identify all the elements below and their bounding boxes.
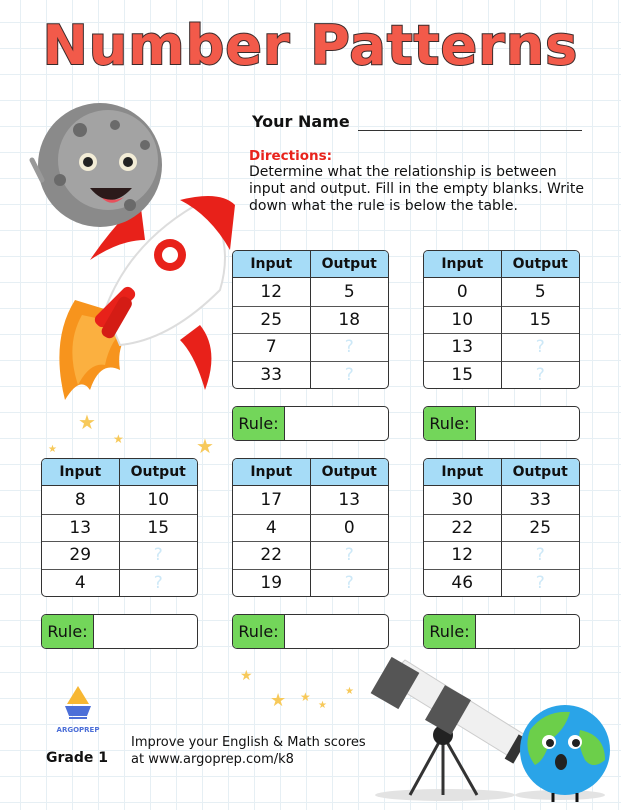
input-header: Input (424, 251, 502, 278)
output-cell: 5 (534, 281, 546, 302)
table-row (233, 361, 388, 389)
output-cell: 10 (147, 489, 170, 510)
telescope-earth-illustration (365, 650, 615, 810)
argoprep-logo (56, 686, 100, 734)
input-cell: 29 (42, 541, 120, 569)
output-header: Output (120, 459, 198, 486)
output-header: Output (502, 459, 580, 486)
output-header: Output (311, 459, 389, 486)
blank-output-cell[interactable]: ? (311, 541, 389, 569)
rule-input[interactable] (476, 407, 579, 440)
star-icon: ★ (196, 434, 214, 458)
blank-output-cell[interactable]: ? (120, 541, 198, 569)
star-icon: ★ (113, 432, 124, 446)
output-cell: 33 (529, 489, 552, 510)
name-input-line[interactable] (358, 113, 582, 131)
input-cell: 15 (424, 361, 502, 389)
rule-label: Rule: (424, 407, 476, 440)
rule-box (41, 614, 198, 649)
output-cell: 18 (311, 306, 389, 334)
io-table-block-5 (423, 458, 580, 649)
input-output-table (232, 458, 389, 597)
input-cell: 8 (42, 486, 120, 514)
io-table-block-1 (232, 250, 389, 441)
table-row (233, 486, 388, 514)
io-table-block-4 (232, 458, 389, 649)
blank-output-cell[interactable]: ? (502, 541, 580, 569)
rule-box (423, 614, 580, 649)
input-cell: 22 (424, 514, 502, 542)
input-cell: 12 (233, 278, 311, 306)
table-row (424, 361, 579, 389)
promo-line-2[interactable]: at www.argoprep.com/k8 (131, 752, 294, 767)
logo-text: ARGOPREP (56, 726, 100, 734)
input-cell: 4 (42, 569, 120, 597)
output-cell: 5 (343, 281, 355, 302)
input-output-table (232, 250, 389, 389)
rule-box (232, 614, 389, 649)
table-row (424, 333, 579, 361)
table-row (233, 514, 388, 542)
promo-text (131, 734, 366, 768)
rule-input[interactable] (94, 615, 197, 648)
rule-input[interactable] (476, 615, 579, 648)
input-cell: 33 (233, 361, 311, 389)
rule-input[interactable] (285, 407, 388, 440)
output-cell: 15 (502, 306, 580, 334)
input-output-table (41, 458, 198, 597)
star-icon: ★ (318, 700, 327, 711)
star-icon: ★ (78, 410, 96, 434)
table-row (424, 278, 579, 306)
table-row (42, 486, 197, 514)
input-header: Input (42, 459, 120, 486)
directions-label: Directions: (249, 148, 333, 164)
output-cell: 13 (338, 489, 361, 510)
input-header: Input (233, 251, 311, 278)
table-row (233, 333, 388, 361)
input-cell: 30 (424, 486, 502, 514)
star-icon: ★ (48, 444, 57, 455)
output-cell: 15 (120, 514, 198, 542)
input-cell: 12 (424, 541, 502, 569)
input-output-table (423, 458, 580, 597)
rule-box (423, 406, 580, 441)
rule-label: Rule: (233, 615, 285, 648)
table-row (424, 306, 579, 334)
name-label: Your Name (252, 112, 350, 131)
input-cell: 7 (233, 333, 311, 361)
blank-output-cell[interactable]: ? (311, 333, 389, 361)
table-row (233, 306, 388, 334)
table-row (233, 278, 388, 306)
star-icon: ★ (300, 690, 311, 704)
input-cell: 17 (233, 486, 311, 514)
blank-output-cell[interactable]: ? (502, 569, 580, 597)
table-row (42, 514, 197, 542)
directions (249, 148, 594, 215)
blank-output-cell[interactable]: ? (311, 361, 389, 389)
rule-box (232, 406, 389, 441)
table-row (424, 514, 579, 542)
table-row (233, 541, 388, 569)
input-header: Input (424, 459, 502, 486)
input-cell: 46 (424, 569, 502, 597)
input-cell: 4 (233, 514, 311, 542)
input-cell: 13 (42, 514, 120, 542)
blank-output-cell[interactable]: ? (502, 333, 580, 361)
io-table-block-2 (423, 250, 580, 441)
input-cell: 13 (424, 333, 502, 361)
output-header: Output (311, 251, 389, 278)
input-cell: 19 (233, 569, 311, 597)
sailboat-icon (63, 686, 93, 720)
io-table-block-3 (41, 458, 198, 649)
promo-line-1: Improve your English & Math scores (131, 735, 366, 750)
blank-output-cell[interactable]: ? (311, 569, 389, 597)
input-cell: 22 (233, 541, 311, 569)
table-row (424, 541, 579, 569)
input-cell: 10 (424, 306, 502, 334)
output-cell: 0 (311, 514, 389, 542)
rule-label: Rule: (424, 615, 476, 648)
rule-label: Rule: (233, 407, 285, 440)
table-row (424, 486, 579, 514)
star-icon: ★ (345, 686, 354, 697)
grade-label: Grade 1 (46, 750, 108, 766)
table-row (42, 569, 197, 597)
input-header: Input (233, 459, 311, 486)
star-icon: ★ (240, 668, 253, 684)
rule-input[interactable] (285, 615, 388, 648)
moon-rocket-illustration (20, 100, 240, 420)
input-output-table (423, 250, 580, 389)
blank-output-cell[interactable]: ? (120, 569, 198, 597)
name-field-row (252, 112, 582, 131)
output-header: Output (502, 251, 580, 278)
input-cell: 0 (424, 278, 502, 306)
input-cell: 25 (233, 306, 311, 334)
table-row (424, 569, 579, 597)
star-icon: ★ (270, 690, 287, 711)
page-title: Number Patterns (42, 14, 579, 77)
rule-label: Rule: (42, 615, 94, 648)
table-row (42, 541, 197, 569)
output-cell: 25 (502, 514, 580, 542)
table-row (233, 569, 388, 597)
directions-text: Determine what the relationship is between input and output. Fill in the empty blanks. Write down what the rule is below the table. (249, 164, 584, 214)
blank-output-cell[interactable]: ? (502, 361, 580, 389)
